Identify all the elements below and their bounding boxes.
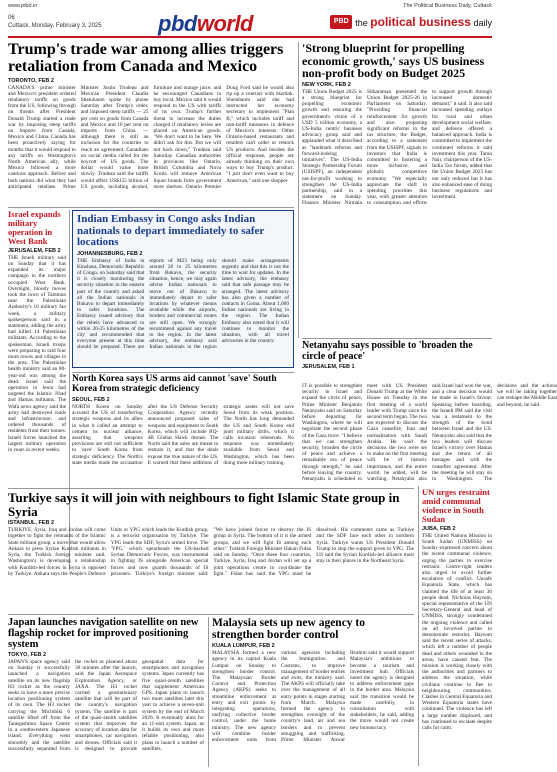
column-divider	[418, 486, 419, 766]
article-body: IT is possible to strengthen security in Israel and expand the circle of peace, Prime Minister Benjamin Netanyahu said on Saturday before departing for Washington, where he will negotiate the second phase of the Gaza truce. "I believe that we can strengthen security, broaden the circle of peace and achieve a remarkable era of peace through strength," he said before leaving the country. Netanyahu is scheduled to meet with US President Donald Trump at the White House on Tuesday in the first meeting of a world leader with Trump since his second term began. The two are expected to discuss the Gaza ceasefire, Iran and normalisation with Saudi Arabia. He said the decisions the two were set to make on the first meeting will be of historic importance, and the entire world, he added, will be watching. Netanyahu also said Israel had won the war, and a clear decision would be made in Israel's favour. Speaking before boarding, the Israeli PM said the visit was a testament to the strength of the bond between Israel and the US. Netanyahu also said that the two leaders will discuss Israel's victory over Hamas and the return of all hostages and with the ceasefire agreement. After the meeting he will stay on in Washington. The decisions and the actions we will be taking together can reshape the Middle East and beyond, he said.	[302, 383, 557, 483]
row-divider	[72, 372, 294, 373]
article-headline: Japan launches navigation satellite on new flagship rocket for improved positioning system	[8, 617, 199, 651]
article-budget	[302, 42, 492, 336]
article-body: MALAYSIA formed a new agency in its capital Kuala Lumpur on Sunday to strengthen border control. The Malaysian Border Control and Protection Agency (AKPS) seeks to streamline enforcement at entry and exit points by integrating operations, unifying collective border control, under the home ministry. The new agency will combine border enforcement units from various agencies including the Immigration and Customs, to improve management of border entries and exits, the ministry said. The AKPS will officially take over the management of all entry points in stages starting from March. Malaysia formed the agency to strengthen oversight of the country's land, air and sea borders and to prevent smuggling and trafficking. Prime Minister Anwar Ibrahim said it would support Malaysia's ambitions to become a tourism and investment hub. Officials noted the agency is designed to address enforcement gaps in the border area. Malaysia said the transition would be made carefully, in consultation with stakeholders, he said, adding the move would not create new bureaucracy.	[212, 650, 414, 743]
masthead	[8, 10, 492, 38]
article-japan	[8, 617, 204, 769]
article-israel	[8, 210, 66, 482]
article-location: JOHANNESBURG, FEB 2	[77, 250, 143, 257]
row-divider	[8, 614, 414, 615]
brand-post: daily	[470, 18, 492, 28]
article-body: THE Israeli military said on Sunday that it has expanded its major campaign in the northern occupied West Bank. Overnight, bloody moves took the town of Tammun near the Palestinian Authority's 10 military fan week, a military spokesperson said in a statement, adding the army had killed 14 Palestinian militants. According to the spokesman, Israeli troops were preparing to raid four more towns and villages in the area. The Palestinian health ministry said an 80-year-old was among the dead. Israel said the operation in Jenin had targeted the Islamic Jihad and Hamas militants. The Wafa news agency said the army had destroyed roads and infrastructure, and ordered thousands of residents from their homes. Israeli forces launched the largest military operation in years in recent weeks.	[8, 254, 66, 453]
article-congo	[72, 210, 294, 368]
top-slogan: The Political Business Daily, Cuttack	[403, 3, 492, 9]
article-turkey	[8, 491, 414, 611]
brand-name	[355, 15, 492, 29]
column-divider	[208, 617, 209, 767]
article-body: NORTH Korea on Sunday accused the US of transferring strategic weapons and its allies in what it called an attempt to cement its nuclear alliance, asserting that weapons provisions are still not sufficient to 'save' South Korea from strategic deficiency. The North's state media made the accusation after the US Defense Security Cooperation Agency recently announced proposed sales of weapons and equipment to South Korea, which will include RQ-4B Global Hawk drones. The North said the sales are meant to restrain it, and that the deals expose the true nature of the US. It warned that these additions of strategic assets will not save Seoul from its weak position. The North has long demanded the US and South Korea end joint military drills, which it calls invasion rehearsals. No response was immediately available from Seoul and Washington, which has been doing more military training.	[72, 403, 294, 466]
article-headline: Malaysia sets up new agency to strengthen border control	[212, 617, 366, 642]
article-location: JERUSALEM, FEB 2	[8, 247, 61, 254]
article-location: SEOUL, FEB 2	[72, 396, 110, 403]
article-body: JAPAN'S space agency said on Sunday it successfully launched a navigation satellite on its new flagship H3 rocket as the country seeks to have a more precise location positioning system of its own. The H3 rocket carrying the Michibiki 6 satellite lifted off from the Tanegashima Space Centre in a southwestern Japanese island. Everything went smoothly and the satellite successfully separated from the rocket as planned about 30 minutes after the launch, said the Japan Aerospace Exploration Agency, or JAXA. The H3 rocket carried a geostationary satellite that will be part of the country's navigation system. The satellite is part of the quasi-zenith satellites system that improves the accuracy of location data for smartphones, car navigation and drones. Officials said it is designed to provide geospatial data for smartphones and navigation systems. Japan currently has five quasi-zenith satellites that supplement American GPS. Japan plans to launch two more satellites later this year to achieve a seven-unit system by the end of March 2026. It eventually aims for an 11-unit system. Japan, as it builds its own and more reliable positioning, also plans to launch a number of satellites.	[8, 659, 204, 752]
article-location: ISTANBUL, FEB 2	[8, 520, 55, 527]
article-netanyahu-block	[302, 341, 492, 381]
article-un	[422, 488, 492, 768]
row-divider	[8, 207, 294, 208]
article-location: NEW YORK, FEB 2	[302, 81, 351, 88]
row-divider	[8, 488, 414, 489]
article-malaysia	[212, 617, 414, 769]
brand	[330, 15, 492, 29]
article-body: THE Embassy of India in Kinshasa, Democratic Republic of Congo, on Saturday said that it is closely monitoring the security situation in the eastern part of the country and asked all the Indian nationals in Bukavu to depart immediately to safer locations. The Embassy issued advisory that the rebels have advanced to within 20-25 kilometres of the city and recommended that everyone present at this time should be prepared. There are reports of M23 being only around 20 to 25 kilometres from Bukavu, the security situation, hence, we may again advise Indian nationals to move out of Bukavu to immediately depart to safer locations by whatever means available while the airports, borders and commercial routes are still open. We strongly recommend against any travel to the region. In the latest advisory, the embassy said Indian nationals in the region should make arrangements urgently and that this is not the time to wait for updates. In the latest advisory, the embassy said that safe passage may be arranged. The latest advisory has also given a number of contacts in Goma. About 1,000 Indian nationals are living in the region. The Indian Embassy also noted that it will continue to monitor the situation, with all travel advisories in the country.	[77, 257, 289, 351]
section-logo-a: pbd	[158, 11, 197, 36]
article-location: TOKYO, FEB 2	[8, 652, 47, 659]
section-logo	[158, 11, 253, 37]
article-headline: Israel expands military operation in West Bank	[8, 209, 61, 246]
article-headline: UN urges restraint amid communal violence in South Sudan	[422, 487, 490, 524]
article-body: THE Union Budget 2025 is a strong blueprint for propelling economic growth and ensuring the government's vision of a USD 5 trillion economy, a US-India centric business advocacy group said and applauded what it described as "landmark reforms and forward-looking initiatives". The US-India Strategic Partnership Forum (USISPF), an independent not-for-profit working to strengthen the US-India partnership, said in a statement on Sunday. Finance Minister Nirmala Sitharaman presented the Union Budget 2025-26 in Parliament on Saturday. "Providing financial reinforcement for growth and also proposing significant reforms in the tax structure, the Budget, according to a statement from the USISPF, signals to investors that India is committed to fostering a more inclusive, and globally competitive economy. "We especially appreciate the shift in spending priorities this year, with greater attention to consumption and efforts to support growth through increased domestic demand," it said. It also said increased spending outlays for rural and urban development social welfare, and defence offered a balanced approach. India is committed to implement the continued reforms it said investment this year. Tarun Nair, chairperson of the US-India Tax forum, added that the Union Budget 2025 has not only reduced but it has also enhanced ease of doing business regulations and investment.	[302, 88, 492, 207]
brand-pre: the	[355, 18, 371, 28]
article-headline: Turkiye says it will join with neighbours to fight Islamic State group in Syria	[8, 490, 400, 519]
article-trump	[8, 42, 294, 204]
brand-main: political business	[370, 15, 471, 29]
site-url[interactable]: www.pibd.in	[8, 3, 38, 9]
article-location: JUBA, FEB 2	[422, 525, 456, 532]
article-headline: North Korea says US arms aid cannot 'save' South Korea from strategic deficiency	[72, 374, 277, 394]
article-headline: Trump's trade war among allies triggers retaliation from Canada and Mexico	[8, 41, 284, 75]
article-body: CANADA'S prime minister and Mexico's president ordered retaliatory tariffs on goods from the US, following through on threats after President Donald Trump started a trade war by imposing steep tariffs on imports from Canada, Mexico and China. Canada has been proactively saying for months that it would respond to any tariffs on Washington's North American ally, while Mexico followed a more cautious approach. Before and both nations did what they had anticipated retaliate. Prime Minister Justin Trudeau and Mexican President Claudia Sheinbaum spoke by phone Saturday after Trump's order, and imposed steep tariffs — 25 per cent on goods from Canada and Mexico and 10 per cent on imports from China — although there is still an inclusion for the countries to reach an agreement. Canadians on social media called for the boycott of US goods. The dollar would value more slowly. Trudeau said the tariffs would affect US$155 billion of US goods, including alcohol, furniture and orange juice, and he encouraged Canadians to buy local. Mexico said it would respond to the US with tariffs of its own. Trump's further threat to increase the duties charged if retaliatory levies are placed on American goods. "We don't want to be here. We didn't ask for this. But we will not back down," Trudeau said Saturday. Canadian authorities in provinces like Ontario, British Columbia and Nova Scotia will remove American liquor brands from government store shelves. Ontario Premier Doug Ford said he would also rip up a contract with Starlink. Sheinbaum said she had instructed her economy secretary to implement "Plan B," which includes tariff and non-tariff measures in defence of Mexico's interests. Other Ontario-based restaurants and retailers can't order or restock US products. And besides the official response, people are already thinking on their own ways to buy Trump's product. "I just don't even want to buy American," said one shopper.	[8, 84, 294, 190]
article-north-korea	[72, 375, 294, 485]
brand-logo-icon: PBD	[330, 15, 352, 29]
article-netanyahu-body	[302, 383, 557, 483]
article-location: JERUSALEM, FEB 1	[302, 364, 355, 370]
article-body: TURKIYE, Syria, Iraq and Jordan will come together to fight the remnants of the Islamic State militant group, a move that would allow Ankara to press Syrian Kurdish militants in Syria, the Turkish foreign minister said. Washington's is developing a relationship with Kurdish-led forces in Syria is opposed by Turkiye. Ankara says the People's Defence Units or YPG which leads the Kurdish group, is a terrorist organisation by Turkiye. The YPG leads the SDF, Syria's armed force. The 'YPG,' which spearheads the US-backed Syrian Democratic Forces, was instrumental in fighting IS alongside American special forces and now guards thousands of IS prisoners. Turkiye's foreign minister said: "We have joined forces to destroy the IS group in Syria. The bottom of it is the armed groups, and we will fight IS among each other." Turkish Foreign Minister Hakan Fidan said on Sunday. "Once these four countries, Turkiye, Syria, Iraq and Jordan will set up a joint operations centre to coordinate the fight." Fidan has said the YPG must be dissolved. His comments came as Turkiye and the SDF face each other in northern Syria. Turkiye wants US President Donald Trump to stop the support given to YPG. The US said the Syrian Kurdish-led alliance must stay in their places in the Northeast Syria.	[8, 527, 414, 577]
column-divider	[298, 42, 299, 338]
article-location: KUALA LUMPUR, FEB 2	[212, 643, 275, 650]
dateline	[8, 14, 102, 30]
article-headline: Netanyahu says possible to 'broaden the circle of peace'	[302, 340, 473, 362]
article-headline: 'Strong blueprint for propelling economic growth,' says US business non-profit body on Budget 2025	[302, 41, 485, 81]
section-logo-b: world	[196, 11, 253, 36]
article-location: TORONTO, FEB 2	[8, 77, 54, 84]
article-headline: Indian Embassy in Congo asks Indian nationals to depart immediately to safer locations	[77, 213, 265, 249]
row-divider	[302, 338, 492, 339]
page-number: 06	[8, 15, 15, 21]
article-body: THE United Nations Mission in South Sudan (UNMISS) on Sunday expressed concern about the recent communal violence, urging the parties to exercise restraint. Centre-right leaders also urged to avoid further escalation of conflict. Unsafe Equatoria State, which has claimed the life of at least 30 people dead. Nicholas Haysom, special representative of the UN Secretary-General and head of UNMISS, strongly condemned the ongoing violence and called on all involved parties to demonstrate restraint. Haysom said the recent series of attacks, which left a number of people dead and others wounded in the areas, have caused fear. The mission is working closely with the authorities and partners to address the situation, while civilians continue to flee to neighbouring communities. Clashes in Central Equatoria and Western Equatoria states have continued. The violence has left a large number displaced, and has continued to escalate despite calls for calm.	[422, 532, 492, 731]
issue-date: Cuttack, Monday, February 3, 2025	[8, 23, 102, 29]
